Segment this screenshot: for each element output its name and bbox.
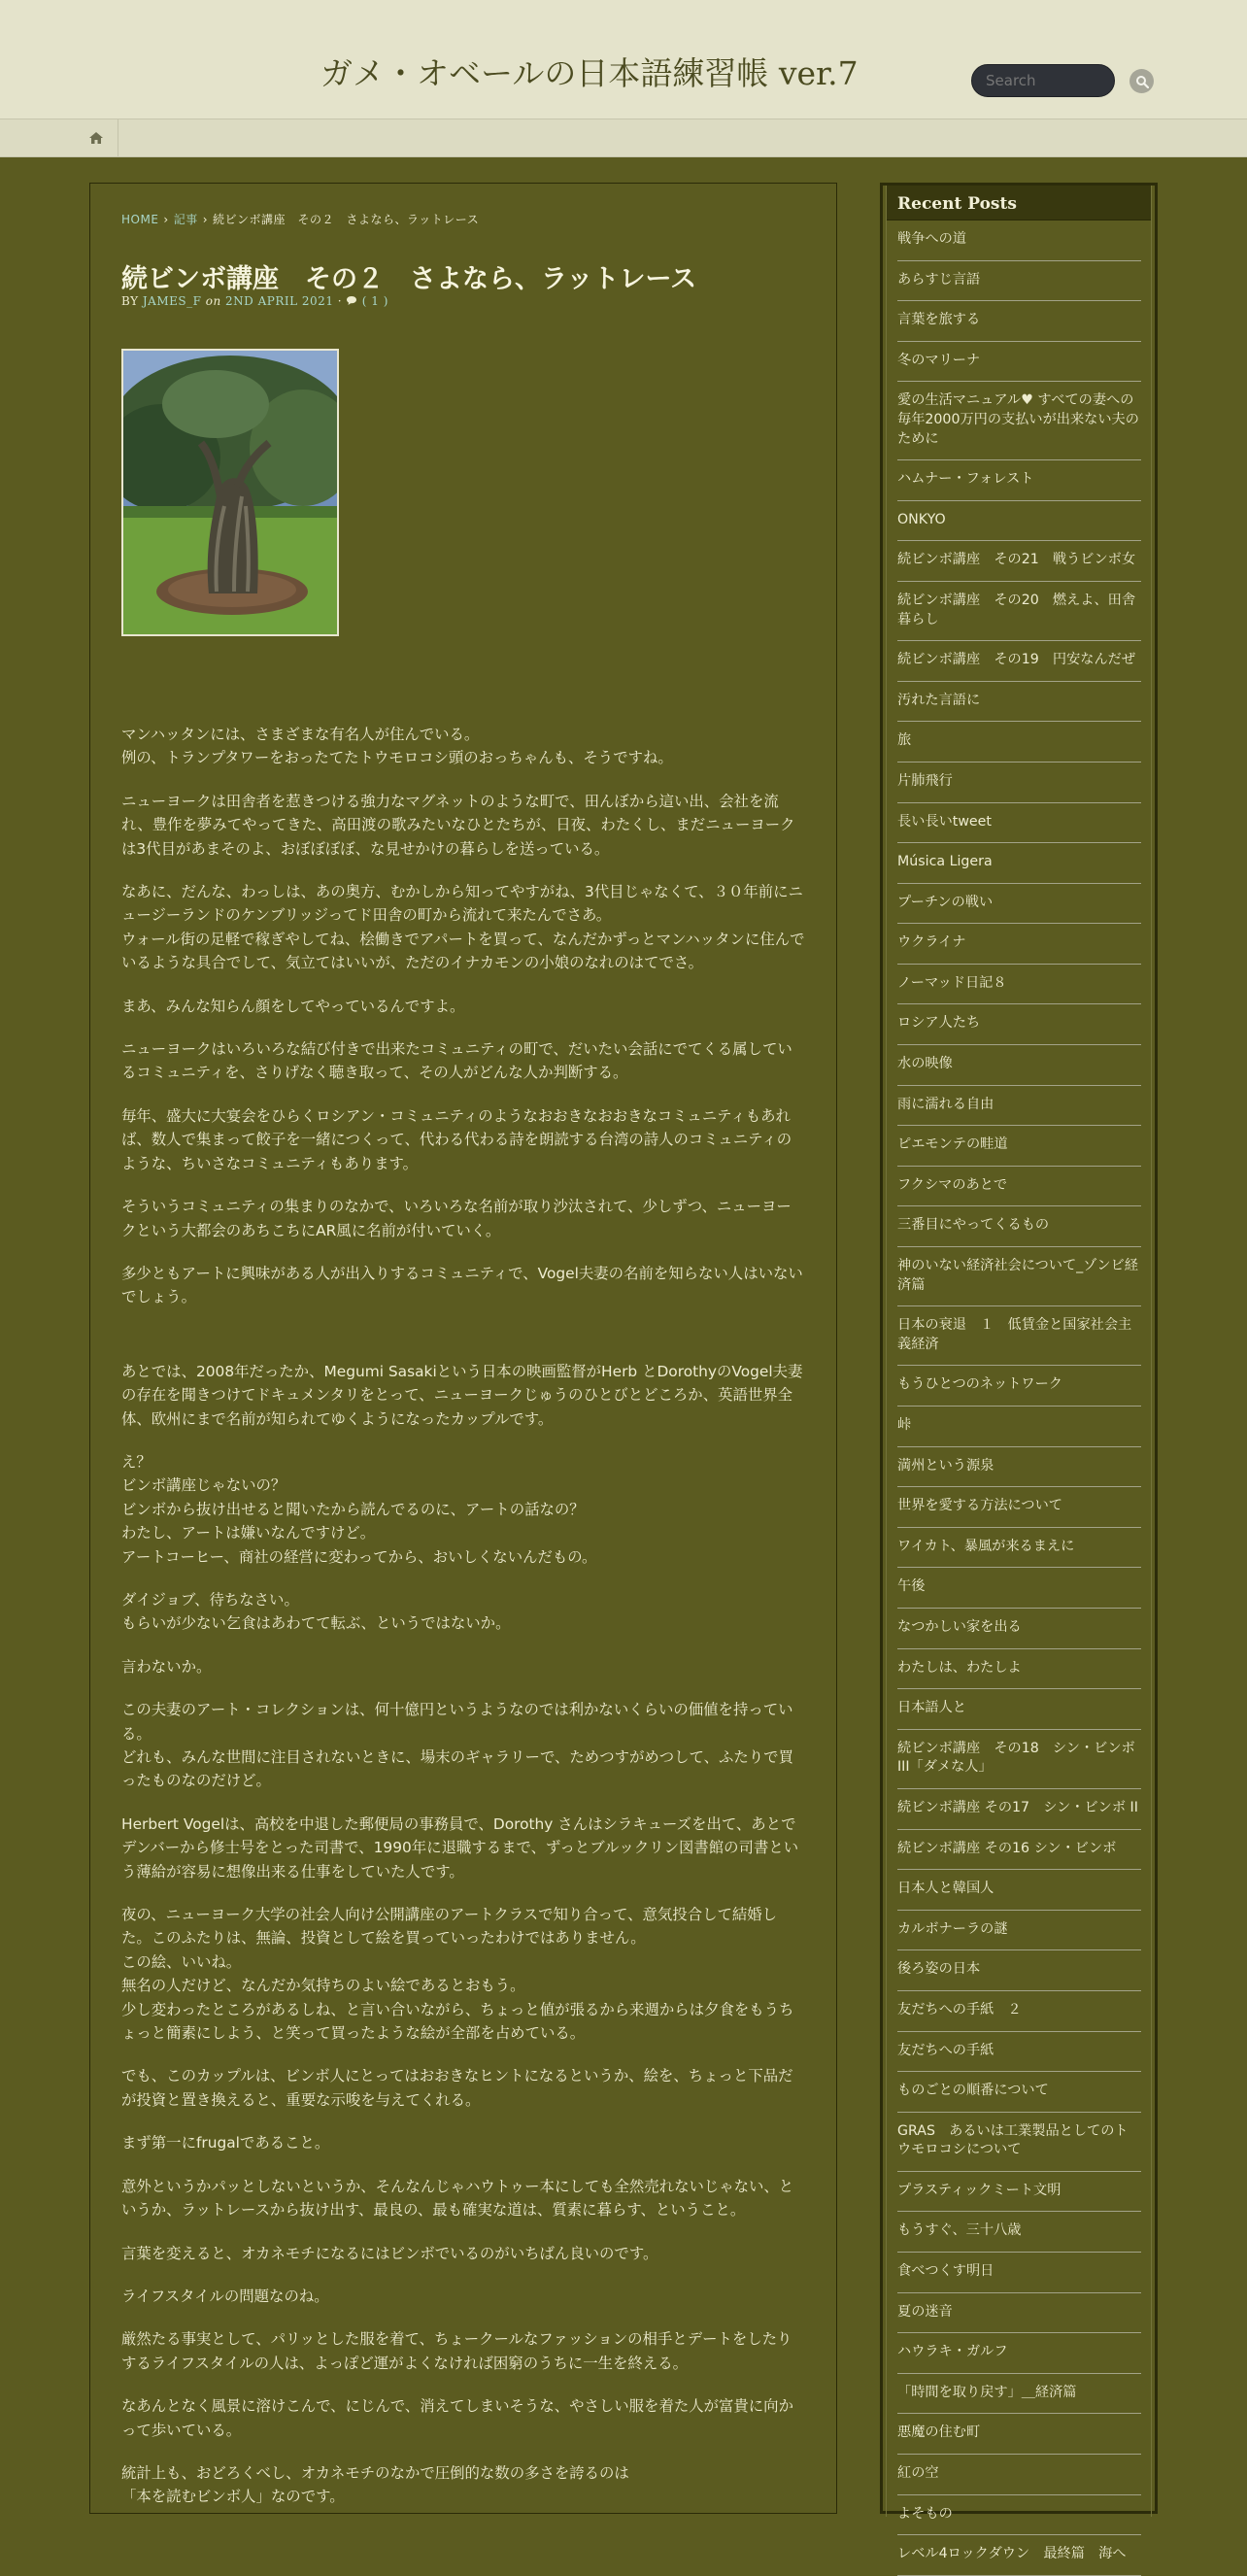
post-paragraph: 言葉を変えると、オカネモチになるにはビンボでいるのがいちばん良いのです。 xyxy=(121,2244,658,2262)
recent-post-link[interactable]: ロシア人たち xyxy=(897,1004,1141,1045)
recent-post-link[interactable]: 続ビンボ講座 その21 戦うビンボ女 xyxy=(897,541,1141,582)
sidebar xyxy=(880,183,1158,2562)
breadcrumb-separator: › xyxy=(202,213,209,226)
recent-post-link[interactable]: もうひとつのネットワーク xyxy=(897,1366,1141,1407)
recent-post-link[interactable]: 片肺飛行 xyxy=(897,763,1141,803)
recent-post-link[interactable]: 愛の生活マニュアル♥ すべての妻への毎年2000万円の支払いが出来ない夫のために xyxy=(897,382,1141,460)
recent-post-link[interactable]: 汚れた言語に xyxy=(897,682,1141,723)
breadcrumb xyxy=(121,211,479,227)
meta-by: BY xyxy=(121,294,139,308)
site-header xyxy=(0,0,1247,119)
post-paragraph: でも、このカップルは、ビンボ人にとってはおおきなヒントになるというか、絵を、ちょっと下品だが投資と置き換えると、重要な示唆を与えてくれる。 xyxy=(121,2067,793,2109)
search-icon xyxy=(1135,75,1149,88)
post-paragraph: 意外というかパッとしないというか、そんなんじゃハウトゥー本にしても全然売れないじゃない、というか、ラットレースから抜け出す、最良の、最も確実な道は、質素に暮らす、ということ。 xyxy=(121,2177,794,2220)
recent-post-link[interactable]: 紅の空 xyxy=(897,2455,1141,2495)
meta-separator: · xyxy=(337,294,343,308)
recent-post-link[interactable]: 食べつくす明日 xyxy=(897,2253,1141,2293)
recent-post-link[interactable]: 続ビンボ講座 その16 シン・ビンボ xyxy=(897,1830,1141,1871)
recent-post-link[interactable]: ものごとの順番について xyxy=(897,2072,1141,2113)
post-paragraph: 厳然たる事実として、パリッとした服を着て、ちょークールなファッションの相手とデートをしたりするライフスタイルの人は、よっぽど運がよくなければ困窮のうちに一生を終える。 xyxy=(121,2330,792,2372)
post-paragraph: ニューヨークはいろいろな結び付きで出来たコミュニティの町で、だいたい会話にでてくる属しているコミュニティを、さりげなく聴き取って、その人がどんな人か判断する。 xyxy=(121,1040,792,1082)
recent-post-link[interactable]: 続ビンボ講座 その17 シン・ビンボ II xyxy=(897,1789,1141,1830)
post-body xyxy=(121,723,806,2528)
tree-photo xyxy=(123,351,337,634)
breadcrumb-separator: › xyxy=(163,213,169,226)
recent-post-link[interactable]: なつかしい家を出る xyxy=(897,1609,1141,1649)
post-date-link[interactable]: 2ND APRIL 2021 xyxy=(225,294,334,308)
recent-post-link[interactable]: フクシマのあとで xyxy=(897,1167,1141,1207)
main-content xyxy=(89,183,837,2514)
post-paragraph: 統計上も、おどろくべし、オカネモチのなかで圧倒的な数の多さを誇るのは 「本を読むビンボ人」なのです。 xyxy=(121,2463,629,2506)
post-paragraph: まあ、みんな知らん顔をしてやっているんですよ。 xyxy=(121,997,465,1015)
comment-count-link[interactable]: ( 1 ) xyxy=(361,294,388,308)
nav-home-link[interactable] xyxy=(74,119,118,156)
post-paragraph: 夜の、ニューヨーク大学の社会人向け公開講座のアートクラスで知り合って、意気投合して結婚した。このふたりは、無論、投資として絵を買っていったわけではありません。 この絵、いいね。 無名の人だけど、なんだか気持ちのよい絵であるとおもう。 少し変わったところがあるしね、と言い合いながら、ちょっと値が張るから来週からは夕食をもうちょっと簡素にしよう、と笑って買ったような絵が全部を占めている。 xyxy=(121,1906,794,2043)
recent-post-link[interactable]: 水の映像 xyxy=(897,1045,1141,1086)
post-paragraph: なあに、だんな、わっしは、あの奥方、むかしから知ってやすがね、3代目じゃなくて、３０年前にニュージーランドのケンブリッジってド田舎の町から流れて来たんでさあ。 ウォール街の足軽で稼ぎやしてね、桧働きでアパートを買って、なんだかずっとマンハッタンに住んでいるような具合でして、気立てはいいが、ただのイナカモンの小娘のなれのはてでさ。 xyxy=(121,883,805,972)
recent-post-link[interactable]: ONKYO xyxy=(897,501,1141,542)
recent-post-link[interactable]: 言葉を旅する xyxy=(897,301,1141,342)
recent-post-link[interactable]: プーチンの戦い xyxy=(897,884,1141,925)
post-paragraph: この夫妻のアート・コレクションは、何十億円というようなのでは利かないくらいの価値を持っている。 どれも、みんな世間に注目されないときに、場末のギャラリーで、ためつすがめつして、ふたりで買ったものなのだけど。 xyxy=(121,1701,793,1790)
recent-post-link[interactable]: Música Ligera xyxy=(897,843,1141,884)
comment-icon xyxy=(346,295,357,306)
recent-post-link[interactable]: ハウラキ・ガルフ xyxy=(897,2333,1141,2374)
recent-post-link[interactable]: 友だちへの手紙 xyxy=(897,2032,1141,2073)
recent-post-link[interactable]: 日本語人と xyxy=(897,1689,1141,1730)
recent-post-link[interactable]: 戦争への道 xyxy=(897,220,1141,261)
recent-post-link[interactable]: 続ビンボ講座 その18 シン・ビンボ III「ダメな人」 xyxy=(897,1730,1141,1789)
post-meta xyxy=(121,294,388,308)
home-icon xyxy=(88,131,104,145)
recent-post-link[interactable]: 「時間を取り戻す」＿経済篇 xyxy=(897,2374,1141,2415)
recent-post-link[interactable]: ピエモンテの畦道 xyxy=(897,1126,1141,1167)
recent-post-link[interactable]: 日本人と韓国人 xyxy=(897,1870,1141,1911)
author-link[interactable]: JAMES_F xyxy=(142,294,202,308)
recent-post-link[interactable]: ウクライナ xyxy=(897,924,1141,965)
post-paragraph: ニューヨークは田舎者を惹きつける強力なマグネットのような町で、田んぼから這い出、会社を流れ、豊作を夢みてやってきた、高田渡の歌みたいなひとたちが、日夜、わたくし、まだニューヨークは3代目があまそのよ、おぼぼぼぼ、な見せかけの暮らしを送っている。 xyxy=(121,792,795,858)
meta-on: on xyxy=(205,294,221,308)
post-paragraph: 言わないか。 xyxy=(121,1657,212,1676)
breadcrumb-home-link[interactable]: HOME xyxy=(121,213,159,226)
recent-post-link[interactable]: 友だちへの手紙 ２ xyxy=(897,1991,1141,2032)
recent-post-link[interactable]: プラスティックミート文明 xyxy=(897,2172,1141,2213)
recent-post-link[interactable]: 長い長いtweet xyxy=(897,803,1141,844)
recent-post-link[interactable]: 三番目にやってくるもの xyxy=(897,1206,1141,1247)
recent-posts-list xyxy=(897,220,1141,2576)
post-title: 続ビンボ講座 その２ さよなら、ラットレース xyxy=(121,264,697,294)
recent-post-link[interactable]: 世界を愛する方法について xyxy=(897,1487,1141,1528)
recent-post-link[interactable]: 悪魔の住む町 xyxy=(897,2414,1141,2455)
recent-post-link[interactable]: 夏の迷音 xyxy=(897,2293,1141,2334)
recent-post-link[interactable]: 峠 xyxy=(897,1407,1141,1447)
recent-posts-widget xyxy=(886,186,1152,2562)
post-paragraph: Herbert Vogelは、高校を中退した郵便局の事務員で、Dorothy さんはシラキューズを出て、あとでデンバーから修士号をとった司書で、1990年に退職するまで、ずっとブルックリン図書館の司書という薄給が容易に想像出来る仕事をしていた人です。 xyxy=(121,1814,799,1881)
post-paragraph: ダイジョブ、待ちなさい。 もらいが少ない乞食はあわてて転ぶ、というではないか。 xyxy=(121,1590,511,1633)
recent-post-link[interactable]: 旅 xyxy=(897,722,1141,763)
recent-post-link[interactable]: 午後 xyxy=(897,1568,1141,1609)
breadcrumb-category-link[interactable]: 記事 xyxy=(173,213,198,226)
search-box[interactable] xyxy=(971,64,1115,97)
recent-post-link[interactable]: 満州という源泉 xyxy=(897,1447,1141,1488)
site-title[interactable]: ガメ・オベールの日本語練習帳 ver.7 xyxy=(320,54,859,92)
post-paragraph: 多少ともアートに興味がある人が出入りするコミュニティで、Vogel夫妻の名前を知らない人はいないでしょう。 xyxy=(121,1264,803,1306)
nav-bar xyxy=(0,119,1247,157)
post-paragraph: そういうコミュニティの集まりのなかで、いろいろな名前が取り沙汰されて、少しずつ、ニューヨークという大都会のあちこちにAR風に名前が付いていく。 xyxy=(121,1198,792,1239)
recent-post-link[interactable]: よそもの xyxy=(897,2495,1141,2536)
recent-posts-title: Recent Posts xyxy=(887,186,1151,220)
recent-post-link[interactable]: ノーマッド日記８ xyxy=(897,965,1141,1005)
recent-post-link[interactable]: レベル4ロックダウン 最終篇 海へ xyxy=(897,2535,1141,2576)
recent-post-link[interactable]: 後ろ姿の日本 xyxy=(897,1950,1141,1991)
recent-post-link[interactable]: 冬のマリーナ xyxy=(897,342,1141,383)
search-input[interactable] xyxy=(972,65,1114,96)
recent-post-link[interactable]: GRAS あるいは工業製品としてのトウモロコシについて xyxy=(897,2113,1141,2172)
recent-post-link[interactable]: 続ビンボ講座 その19 円安なんだぜ xyxy=(897,641,1141,682)
recent-post-link[interactable]: 神のいない経済社会について_ゾンビ経済篇 xyxy=(897,1247,1141,1306)
recent-post-link[interactable]: カルボナーラの謎 xyxy=(897,1911,1141,1951)
post-paragraph: 毎年、盛大に大宴会をひらくロシアン・コミュニティのようなおおきなおおきなコミュニティもあれば、数人で集まって餃子を一緒につくって、代わる代わる詩を朗読する台湾の詩人のコミュニティのような、ちいさなコミュニティもあります。 xyxy=(121,1106,792,1172)
post-paragraph: マンハッタンには、さまざまな有名人が住んでいる。 例の、トランプタワーをおったてたトウモロコシ頭のおっちゃんも、そうですね。 xyxy=(121,726,673,767)
search-button[interactable] xyxy=(1129,69,1154,93)
recent-post-link[interactable]: ハムナー・フォレスト xyxy=(897,460,1141,501)
recent-post-link[interactable]: 雨に濡れる自由 xyxy=(897,1086,1141,1127)
breadcrumb-current: 続ビンボ講座 その２ さよなら、ラットレース xyxy=(213,213,480,226)
post-paragraph: なあんとなく風景に溶けこんで、にじんで、消えてしまいそうな、やさしい服を着た人が富貴に向かって歩いている。 xyxy=(121,2397,793,2439)
recent-post-link[interactable]: 続ビンボ講座 その20 燃えよ、田舎暮らし xyxy=(897,582,1141,641)
recent-post-link[interactable]: わたしは、わたしよ xyxy=(897,1649,1141,1690)
post-paragraph: ライフスタイルの問題なのね。 xyxy=(121,2287,329,2305)
post-paragraph: まず第一にfrugalであること。 xyxy=(121,2134,330,2152)
recent-post-link[interactable]: もうすぐ、三十八歳 xyxy=(897,2212,1141,2253)
recent-post-link[interactable]: あらすじ言語 xyxy=(897,261,1141,302)
recent-post-link[interactable]: 日本の衰退 １ 低賃金と国家社会主義経済 xyxy=(897,1306,1141,1366)
post-image[interactable] xyxy=(121,349,339,636)
recent-post-link[interactable]: ワイカト、暴風が来るまえに xyxy=(897,1528,1141,1569)
post-paragraph: え？ ビンボ講座じゃないの？ ビンボから抜け出せると聞いたから読んでるのに、アートの話なの？ わたし、アートは嫌いなんですけど。 アートコーヒー、商社の経営に変わってから、おいしくないんだもの。 xyxy=(121,1452,597,1566)
post-paragraph: あとでは、2008年だったか、Megumi Sasakiという日本の映画監督がHerb とDorothyのVogel夫妻の存在を聞きつけてドキュメンタリをとって、ニューヨークじゅうのひとびとどころか、英語世界全体、欧州にまで名前が知られてゆくようになったカップルです。 xyxy=(121,1362,803,1428)
